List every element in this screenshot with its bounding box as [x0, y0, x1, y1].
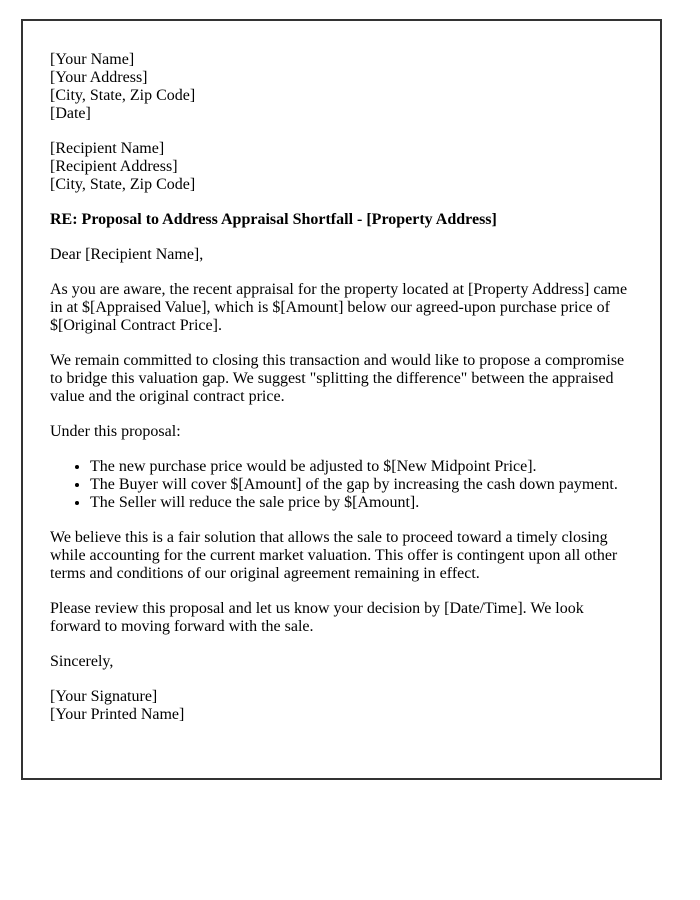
- signature-block: [50, 688, 633, 724]
- letter-date: [Date]: [50, 105, 91, 122]
- sender-address: [Your Address]: [50, 69, 148, 86]
- sender-block: [50, 51, 633, 123]
- body-paragraph-2: We remain committed to closing this transaction and would like to propose a compromise to bridge this valuation gap. We suggest "splitting the difference" between the appraised value and the original contract price.: [50, 352, 625, 405]
- recipient-city-state-zip: [City, State, Zip Code]: [50, 176, 196, 193]
- recipient-block: [50, 140, 633, 194]
- proposal-bullet-item: • The Buyer will cover $[Amount] of the gap by increasing the cash down payment.: [90, 476, 633, 494]
- recipient-address: [Recipient Address]: [50, 158, 178, 175]
- salutation: Dear [Recipient Name],: [50, 246, 204, 263]
- recipient-name: [Recipient Name]: [50, 140, 165, 157]
- proposal-intro: Under this proposal:: [50, 423, 181, 440]
- proposal-bullet-list: [50, 458, 633, 512]
- proposal-bullet-item: • The new purchase price would be adjusted to $[New Midpoint Price].: [90, 458, 633, 476]
- printed-name-line: [Your Printed Name]: [50, 706, 185, 723]
- sender-name: [Your Name]: [50, 51, 135, 68]
- body-paragraph-4: Please review this proposal and let us know your decision by [Date/Time]. We look forward to moving forward with the sale.: [50, 600, 584, 635]
- body-paragraph-1: As you are aware, the recent appraisal for the property located at [Property Address] came in at $[Appraised Value], which is $[Amount] below our agreed-upon purchase price of $[Original Contract Price].: [50, 281, 628, 334]
- body-paragraph-3: We believe this is a fair solution that allows the sale to proceed toward a timely closing while accounting for the current market valuation. This offer is contingent upon all other terms and conditions of our original agreement remaining in effect.: [50, 529, 618, 582]
- proposal-bullet-item: • The Seller will reduce the sale price by $[Amount].: [90, 494, 633, 512]
- letter-document: [21, 19, 662, 780]
- signature-line: [Your Signature]: [50, 688, 158, 705]
- subject-line: RE: Proposal to Address Appraisal Shortfall - [Property Address]: [50, 211, 497, 228]
- closing: Sincerely,: [50, 653, 114, 670]
- sender-city-state-zip: [City, State, Zip Code]: [50, 87, 196, 104]
